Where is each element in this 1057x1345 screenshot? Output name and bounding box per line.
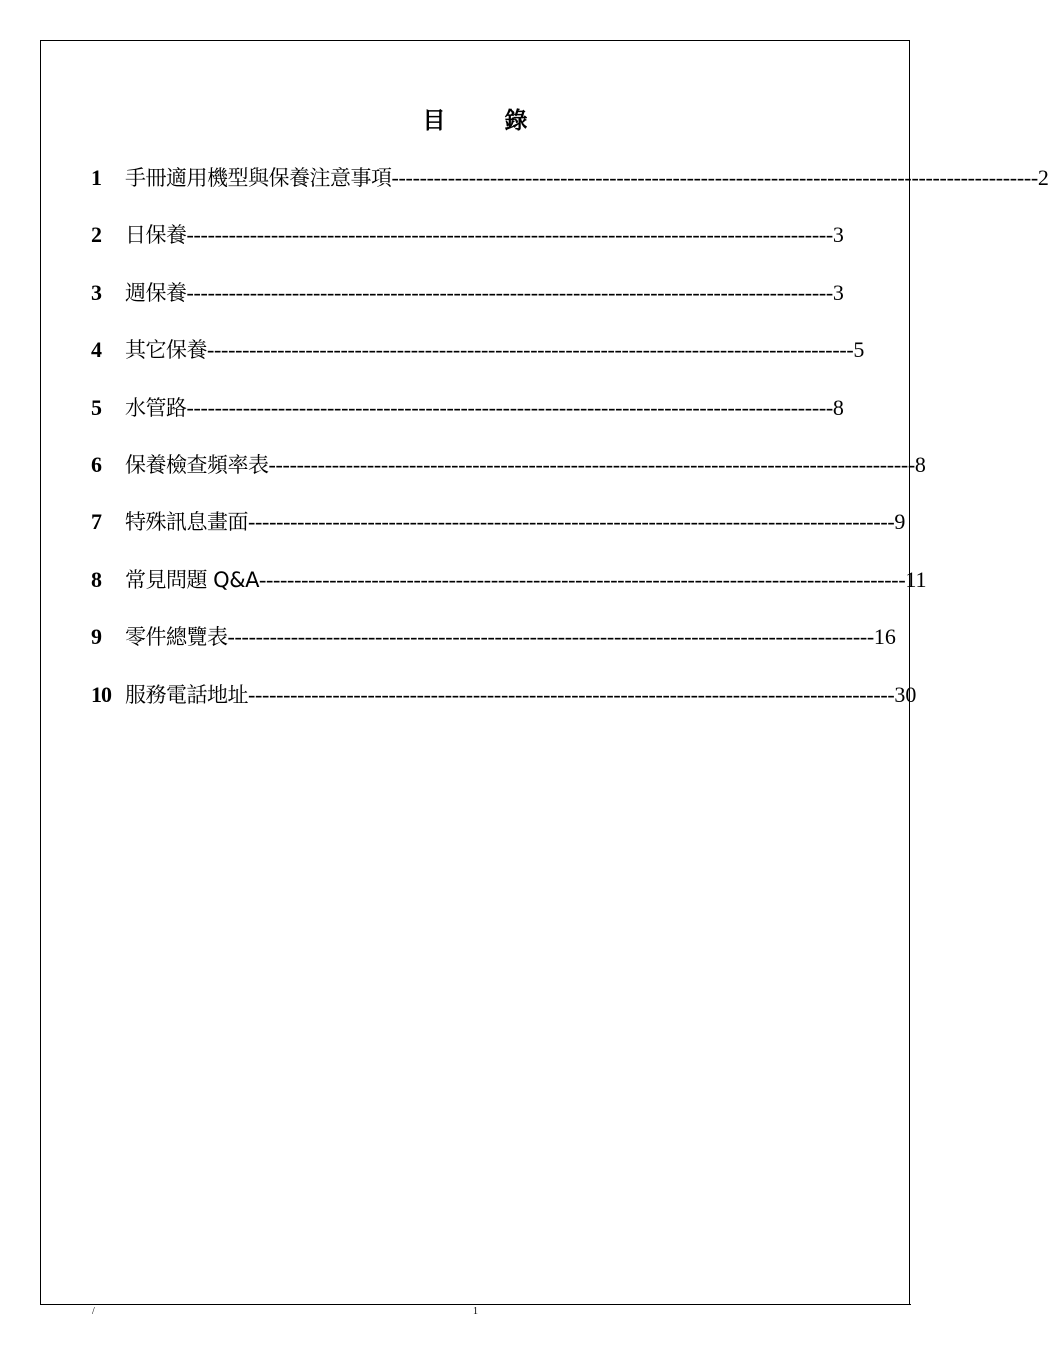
toc-number: 4 xyxy=(91,337,102,363)
toc-title: 服務電話地址 xyxy=(125,682,248,707)
toc-entry[interactable] xyxy=(91,504,906,561)
toc-number: 10 xyxy=(91,681,111,707)
toc-leader: -------------------------------------------------------------------------------------------- xyxy=(186,279,833,305)
toc-title: 零件總覽表 xyxy=(125,625,228,650)
toc-leader: -------------------------------------------------------------------------------------------- xyxy=(227,624,874,650)
table-of-contents xyxy=(91,160,1049,734)
toc-leader: -------------------------------------------------------------------------------------------- xyxy=(391,165,1038,190)
toc-page-number: 16 xyxy=(873,624,896,650)
toc-title: 水管路 xyxy=(125,395,187,420)
toc-title: 日保養 xyxy=(125,223,187,248)
toc-number: 5 xyxy=(91,394,102,420)
toc-page-number: 8 xyxy=(914,451,926,477)
toc-leader: -------------------------------------------------------------------------------------------- xyxy=(186,222,833,248)
toc-leader: -------------------------------------------------------------------------------------------- xyxy=(258,566,906,592)
toc-title: 保養檢查頻率表 xyxy=(125,452,269,477)
toc-leader: -------------------------------------------------------------------------------------------- xyxy=(186,394,833,420)
toc-leader: -------------------------------------------------------------------------------------------- xyxy=(268,451,915,477)
toc-entry[interactable] xyxy=(91,619,896,676)
toc-number: 9 xyxy=(91,624,102,650)
toc-page-number: 11 xyxy=(905,566,927,592)
toc-leader: -------------------------------------------------------------------------------------------- xyxy=(248,681,895,707)
toc-title: 手冊適用機型與保養注意事項 xyxy=(125,166,392,190)
bottom-rule xyxy=(40,1304,911,1305)
toc-number: 2 xyxy=(91,222,102,248)
toc-number: 6 xyxy=(91,451,102,477)
toc-number: 1 xyxy=(91,165,102,190)
toc-page-number: 3 xyxy=(832,279,844,305)
toc-page-number: 5 xyxy=(853,337,865,363)
toc-entry[interactable] xyxy=(91,332,865,389)
footer-page-number: 1 xyxy=(473,1306,478,1317)
toc-number: 3 xyxy=(91,279,102,305)
toc-title xyxy=(125,562,259,598)
toc-title: 特殊訊息畫面 xyxy=(125,510,248,535)
toc-page-number: 2 xyxy=(1037,165,1049,190)
toc-number: 7 xyxy=(91,509,102,535)
toc-number: 8 xyxy=(91,566,102,592)
toc-leader: -------------------------------------------------------------------------------------------- xyxy=(207,337,854,363)
toc-title-text: 常見問題 Q&A xyxy=(125,567,259,592)
toc-title: 其它保養 xyxy=(125,338,207,363)
footer-left-mark: / xyxy=(92,1306,95,1317)
toc-page-number: 3 xyxy=(832,222,844,248)
toc-entry[interactable] xyxy=(91,217,844,274)
toc-page-number: 9 xyxy=(894,509,906,535)
page-title: 目 錄 xyxy=(422,108,546,134)
toc-entry[interactable] xyxy=(91,447,926,504)
toc-entry[interactable] xyxy=(91,160,1049,217)
toc-leader: -------------------------------------------------------------------------------------------- xyxy=(248,509,895,535)
toc-page-number: 30 xyxy=(894,681,917,707)
toc-page-number: 8 xyxy=(832,394,844,420)
toc-entry[interactable] xyxy=(91,677,917,734)
toc-entry[interactable] xyxy=(91,390,844,447)
toc-entry[interactable] xyxy=(91,562,927,619)
toc-entry[interactable] xyxy=(91,275,844,332)
toc-title: 週保養 xyxy=(125,280,187,305)
